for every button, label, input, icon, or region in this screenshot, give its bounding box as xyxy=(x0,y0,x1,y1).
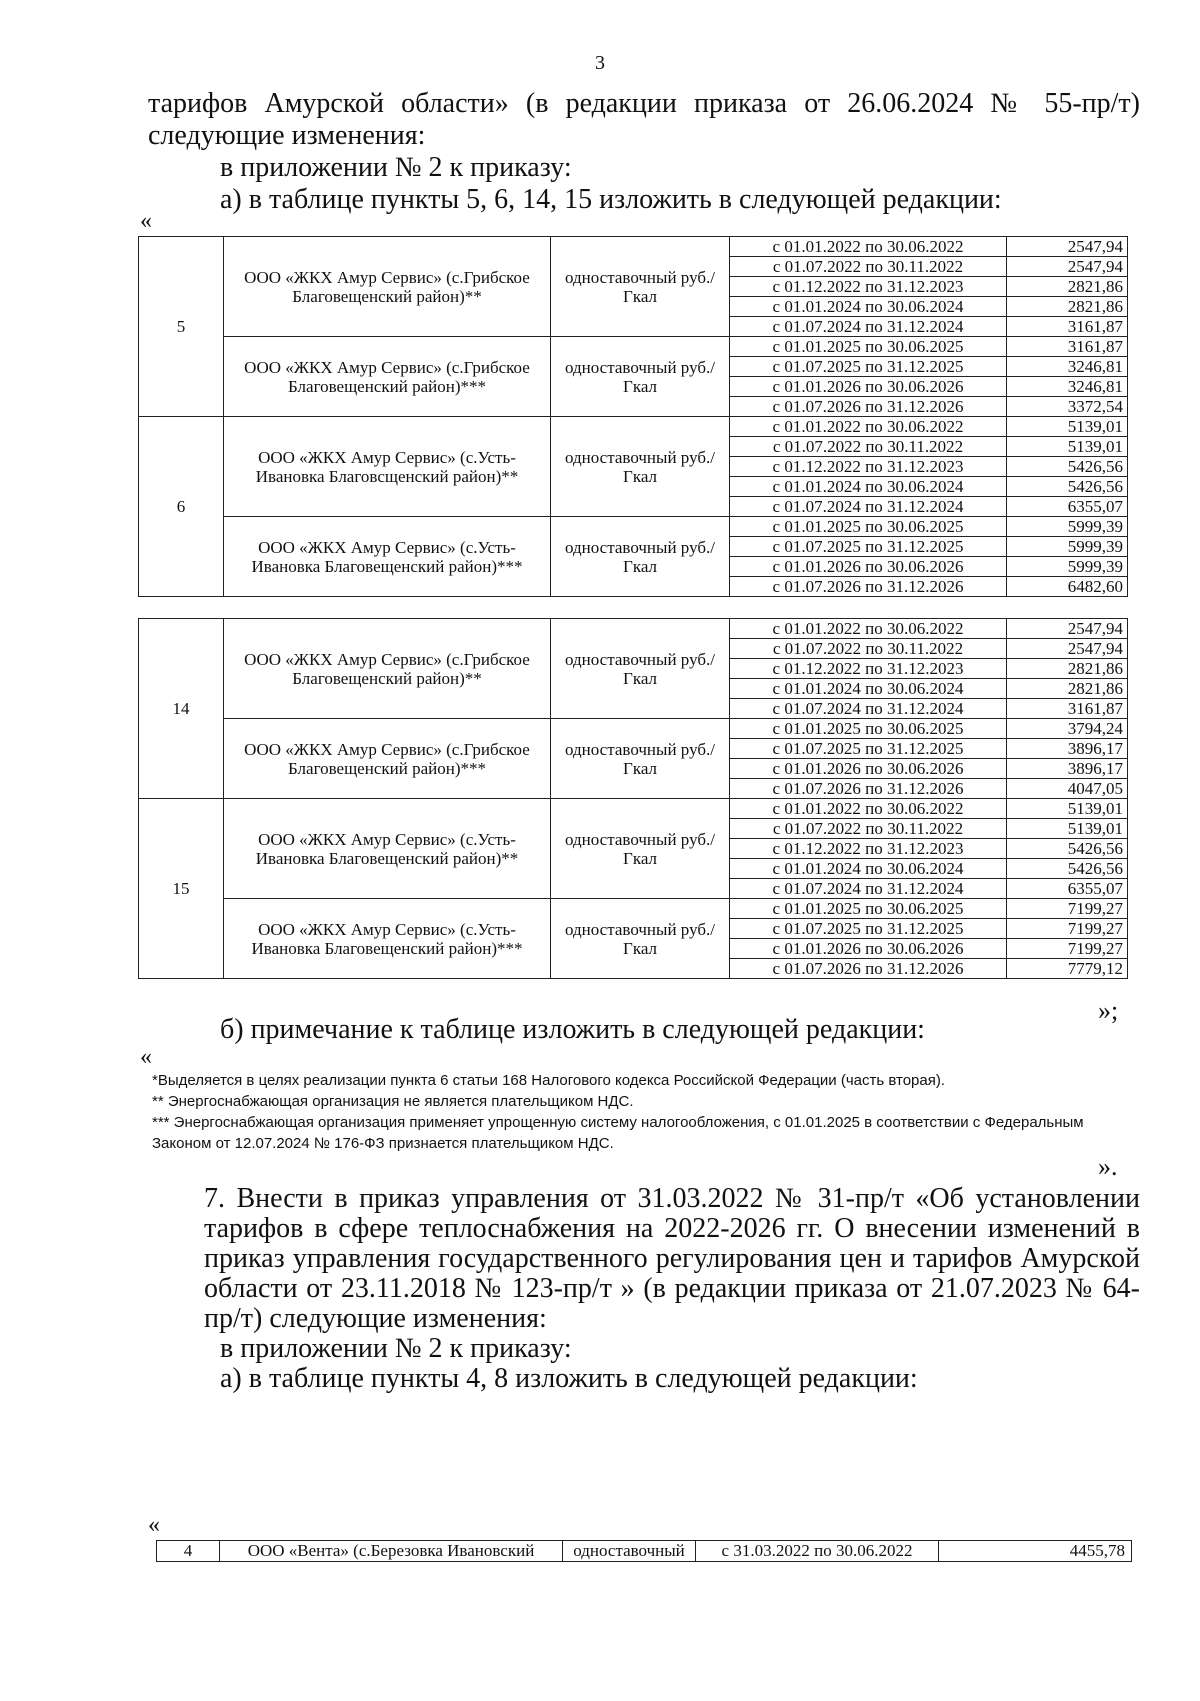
value-cell: 7779,12 xyxy=(1007,959,1128,979)
table-row xyxy=(139,799,1128,819)
period-cell: с 01.12.2022 по 31.12.2023 xyxy=(730,457,1007,477)
row-number: 5 xyxy=(139,237,224,417)
period-cell: с 01.07.2025 по 31.12.2025 xyxy=(730,537,1007,557)
value-cell: 3246,81 xyxy=(1007,377,1128,397)
period-cell: с 01.07.2024 по 31.12.2024 xyxy=(730,317,1007,337)
value-cell: 6482,60 xyxy=(1007,577,1128,597)
value-cell: 3794,24 xyxy=(1007,719,1128,739)
table-row xyxy=(157,1541,1132,1562)
type-cell: одноставочный руб./Гкал xyxy=(551,799,730,899)
period-cell: с 01.01.2026 по 30.06.2026 xyxy=(730,557,1007,577)
type-cell: одноставочный руб./Гкал xyxy=(551,619,730,719)
table-notes xyxy=(152,1070,1132,1154)
org-cell: ООО «ЖКХ Амур Сервис» (с.Грибское Благовещенский район)*** xyxy=(224,719,551,799)
intro-paragraph xyxy=(148,88,1140,216)
value-cell: 4047,05 xyxy=(1007,779,1128,799)
item-b-paragraph xyxy=(148,1014,1140,1046)
value-cell: 3246,81 xyxy=(1007,357,1128,377)
org-cell: ООО «ЖКХ Амур Сервис» (с.Грибское Благовещенский район)*** xyxy=(224,337,551,417)
table-row xyxy=(139,517,1128,537)
row-number: 14 xyxy=(139,619,224,799)
value-cell: 5426,56 xyxy=(1007,457,1128,477)
value-cell: 6355,07 xyxy=(1007,497,1128,517)
type-cell: одноставочный руб./Гкал xyxy=(551,899,730,979)
value-cell: 3372,54 xyxy=(1007,397,1128,417)
value-cell: 7199,27 xyxy=(1007,899,1128,919)
close-quote-2: ». xyxy=(1098,1152,1118,1181)
period-cell: с 01.01.2024 по 30.06.2024 xyxy=(730,679,1007,699)
period-cell: с 01.01.2024 по 30.06.2024 xyxy=(730,859,1007,879)
period-cell: с 01.01.2022 по 30.06.2022 xyxy=(730,237,1007,257)
value-cell: 5999,39 xyxy=(1007,557,1128,577)
type-cell: одноставочный руб./Гкал xyxy=(551,417,730,517)
tariff-table-2 xyxy=(138,618,1128,979)
period-cell: с 01.01.2026 по 30.06.2026 xyxy=(730,377,1007,397)
value-cell: 5139,01 xyxy=(1007,799,1128,819)
period-cell: с 01.07.2024 по 31.12.2024 xyxy=(730,699,1007,719)
period-cell: с 01.01.2025 по 30.06.2025 xyxy=(730,517,1007,537)
period-cell: с 01.07.2026 по 31.12.2026 xyxy=(730,959,1007,979)
period-cell: с 01.01.2025 по 30.06.2025 xyxy=(730,899,1007,919)
appendix-line: в приложении № 2 к приказу: xyxy=(220,152,572,183)
value-cell: 2547,94 xyxy=(1007,257,1128,277)
period-cell: с 01.01.2022 по 30.06.2022 xyxy=(730,619,1007,639)
type-cell: одноставочный руб./Гкал xyxy=(551,719,730,799)
intro-line-2: следующие изменения: xyxy=(148,120,426,151)
value-cell: 5426,56 xyxy=(1007,839,1128,859)
value-cell: 3896,17 xyxy=(1007,739,1128,759)
section-7-text: 7. Внести в приказ управления от 31.03.2022 № 31-пр/т «Об установлении тарифов в сфере теплоснабжения на 2022-2026 гг. О внесении изменений в приказ управления государственного регулирования цен и тарифов Амурской области от 23.11.2018 № 123-пр/т » (в редакции приказа от 21.07.2023 № 64-пр/т) следующие изменения: xyxy=(204,1183,1140,1334)
note-3: *** Энергоснабжающая организация применяет упрощенную систему налогообложения, с 01.01.2025 в соответствии с Федеральным Законом от 12.07.2024 № 176-ФЗ признается плательщиком НДС. xyxy=(152,1114,1084,1152)
period-cell: с 01.07.2022 по 30.11.2022 xyxy=(730,639,1007,659)
period-cell: с 01.07.2024 по 31.12.2024 xyxy=(730,497,1007,517)
note-1: *Выделяется в целях реализации пункта 6 статьи 168 Налогового кодекса Российской Федерации (часть вторая). xyxy=(152,1072,946,1089)
period-cell: с 01.01.2024 по 30.06.2024 xyxy=(730,297,1007,317)
period-cell: с 01.07.2022 по 30.11.2022 xyxy=(730,437,1007,457)
value-cell: 6355,07 xyxy=(1007,879,1128,899)
period-cell: с 01.01.2025 по 30.06.2025 xyxy=(730,337,1007,357)
section-7 xyxy=(148,1184,1140,1394)
open-quote-1: « xyxy=(140,208,152,234)
table-row xyxy=(139,417,1128,437)
org-cell: ООО «ЖКХ Амур Сервис» (с.Грибское Благовещенский район)** xyxy=(224,619,551,719)
period-cell: с 01.01.2022 по 30.06.2022 xyxy=(730,799,1007,819)
value-cell: 7199,27 xyxy=(1007,939,1128,959)
period-cell: с 01.01.2024 по 30.06.2024 xyxy=(730,477,1007,497)
value-cell: 3161,87 xyxy=(1007,337,1128,357)
table-row xyxy=(139,899,1128,919)
intro-line-1: тарифов Амурской области» (в редакции приказа от 26.06.2024 № 55-пр/т) xyxy=(148,88,1140,119)
item-a-line: а) в таблице пункты 5, 6, 14, 15 изложить в следующей редакции: xyxy=(220,184,1002,215)
row-number: 15 xyxy=(139,799,224,979)
value-cell: 5139,01 xyxy=(1007,819,1128,839)
table-row xyxy=(139,619,1128,639)
table-row xyxy=(139,337,1128,357)
value-cell: 5139,01 xyxy=(1007,437,1128,457)
org-cell: ООО «Вента» (с.Березовка Ивановский xyxy=(220,1541,563,1562)
section-7-item-a: а) в таблице пункты 4, 8 изложить в следующей редакции: xyxy=(220,1363,918,1394)
open-quote-3: « xyxy=(148,1512,160,1538)
type-cell: одноставочный руб./Гкал xyxy=(551,237,730,337)
value-cell: 3896,17 xyxy=(1007,759,1128,779)
value-cell: 2547,94 xyxy=(1007,237,1128,257)
page-number: 3 xyxy=(595,52,605,74)
period-cell: с 01.07.2025 по 31.12.2025 xyxy=(730,919,1007,939)
value-cell: 2547,94 xyxy=(1007,639,1128,659)
period-cell: с 01.07.2022 по 30.11.2022 xyxy=(730,819,1007,839)
type-cell: одноставочный руб./Гкал xyxy=(551,517,730,597)
value-cell: 2821,86 xyxy=(1007,659,1128,679)
value-cell: 3161,87 xyxy=(1007,317,1128,337)
value-cell: 4455,78 xyxy=(939,1541,1132,1562)
period-cell: с 01.07.2024 по 31.12.2024 xyxy=(730,879,1007,899)
period-cell: с 01.01.2025 по 30.06.2025 xyxy=(730,719,1007,739)
period-cell: с 01.01.2026 по 30.06.2026 xyxy=(730,759,1007,779)
period-cell: с 31.03.2022 по 30.06.2022 xyxy=(696,1541,939,1562)
period-cell: с 01.12.2022 по 31.12.2023 xyxy=(730,659,1007,679)
table-row xyxy=(139,237,1128,257)
row-number: 6 xyxy=(139,417,224,597)
period-cell: с 01.07.2025 по 31.12.2025 xyxy=(730,739,1007,759)
value-cell: 5426,56 xyxy=(1007,859,1128,879)
type-cell: одноставочный xyxy=(563,1541,696,1562)
value-cell: 5139,01 xyxy=(1007,417,1128,437)
note-2: ** Энергоснабжающая организация не является плательщиком НДС. xyxy=(152,1093,634,1110)
tariff-table-3 xyxy=(156,1540,1132,1562)
open-quote-2: « xyxy=(140,1044,152,1070)
org-cell: ООО «ЖКХ Амур Сервис» (с.Усть-Ивановка Благовещенский район)*** xyxy=(224,517,551,597)
period-cell: с 01.12.2022 по 31.12.2023 xyxy=(730,277,1007,297)
row-number: 4 xyxy=(157,1541,220,1562)
period-cell: с 01.07.2026 по 31.12.2026 xyxy=(730,397,1007,417)
org-cell: ООО «ЖКХ Амур Сервис» (с.Усть-Ивановка Благовсщенский район)** xyxy=(224,417,551,517)
table-row xyxy=(139,719,1128,739)
value-cell: 7199,27 xyxy=(1007,919,1128,939)
type-cell: одноставочный руб./Гкал xyxy=(551,337,730,417)
value-cell: 3161,87 xyxy=(1007,699,1128,719)
value-cell: 2821,86 xyxy=(1007,277,1128,297)
close-quote-1: »; xyxy=(1098,996,1119,1025)
period-cell: с 01.12.2022 по 31.12.2023 xyxy=(730,839,1007,859)
section-7-appendix: в приложении № 2 к приказу: xyxy=(220,1333,572,1364)
value-cell: 2821,86 xyxy=(1007,679,1128,699)
item-b-line: б) примечание к таблице изложить в следующей редакции: xyxy=(220,1014,925,1045)
period-cell: с 01.07.2026 по 31.12.2026 xyxy=(730,779,1007,799)
org-cell: ООО «ЖКХ Амур Сервис» (с.Усть-Ивановка Благовещенский район)** xyxy=(224,799,551,899)
value-cell: 5999,39 xyxy=(1007,517,1128,537)
value-cell: 5426,56 xyxy=(1007,477,1128,497)
org-cell: ООО «ЖКХ Амур Сервис» (с.Усть-Ивановка Благовещенский район)*** xyxy=(224,899,551,979)
period-cell: с 01.07.2022 по 30.11.2022 xyxy=(730,257,1007,277)
period-cell: с 01.01.2026 по 30.06.2026 xyxy=(730,939,1007,959)
period-cell: с 01.07.2025 по 31.12.2025 xyxy=(730,357,1007,377)
value-cell: 2547,94 xyxy=(1007,619,1128,639)
period-cell: с 01.07.2026 по 31.12.2026 xyxy=(730,577,1007,597)
value-cell: 2821,86 xyxy=(1007,297,1128,317)
value-cell: 5999,39 xyxy=(1007,537,1128,557)
period-cell: с 01.01.2022 по 30.06.2022 xyxy=(730,417,1007,437)
org-cell: ООО «ЖКХ Амур Сервис» (с.Грибское Благовещенский район)** xyxy=(224,237,551,337)
tariff-table-1 xyxy=(138,236,1128,597)
